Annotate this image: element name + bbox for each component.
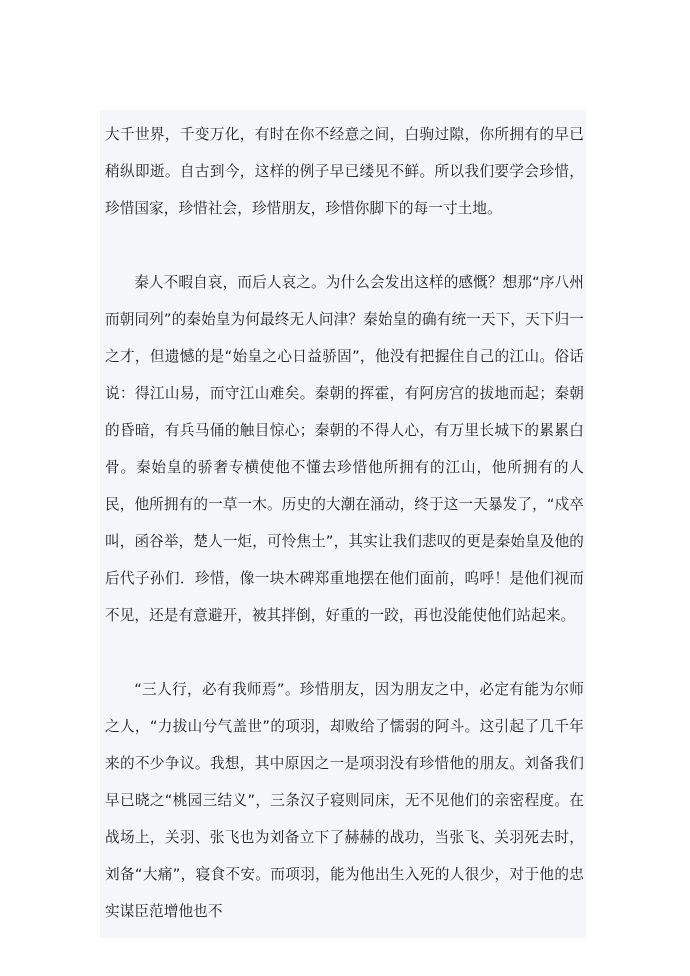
paragraph-3: “三人行，必有我师焉”。珍惜朋友，因为朋友之中，必定有能为尔师之人，“力拔山兮气盖世”的项羽，却败给了懦弱的阿斗。这引起了几千年来的不少争议。我想，其中原因之一是项羽没有珍惜他的朋友。刘备我们早已晓之“桃园三结义”，三条汉子寝则同床，无不见他们的亲密程度。在战场上，关羽、张飞也为刘备立下了赫赫的战功，当张飞、关羽死去时，刘备“大痛”，寝食不安。而项羽，能为他出生入死的人很少，对于他的忠实谋臣范增他也不 xyxy=(105,681,584,920)
paragraph-1: 大千世界，千变万化，有时在你不经意之间，白驹过隙，你所拥有的早已稍纵即逝。自古到今，这样的例子早已缕见不鲜。所以我们要学会珍惜，珍惜国家，珍惜社会，珍惜朋友，珍惜你脚下的每一寸土地。 xyxy=(105,126,584,217)
paragraph-2: 秦人不暇自哀，而后人哀之。为什么会发出这样的感慨？想那“序八州而朝同列”的秦始皇为何最终无人问津？秦始皇的确有统一天下，天下归一之才，但遗憾的是“始皇之心日益骄固”，他没有把握住自己的江山。俗话说：得江山易，而守江山难矣。秦朝的挥霍，有阿房宫的拔地而起；秦朝的昏暗，有兵马俑的触目惊心；秦朝的不得人心，有万里长城下的累累白骨。秦始皇的骄奢专横使他不懂去珍惜他所拥有的江山，他所拥有的人民，他所拥有的一草一木。历史的大潮在涌动，终于这一天暴发了，“戍卒叫，函谷举，楚人一炬，可怜焦土”，其实让我们悲叹的更是秦始皇及他的后代子孙们．珍惜，像一块木碑郑重地摆在他们面前，呜呼！是他们视而不见，还是有意避开，被其拌倒，好重的一跤，再也没能使他们站起来。 xyxy=(105,274,584,624)
document-text-column xyxy=(100,110,586,938)
